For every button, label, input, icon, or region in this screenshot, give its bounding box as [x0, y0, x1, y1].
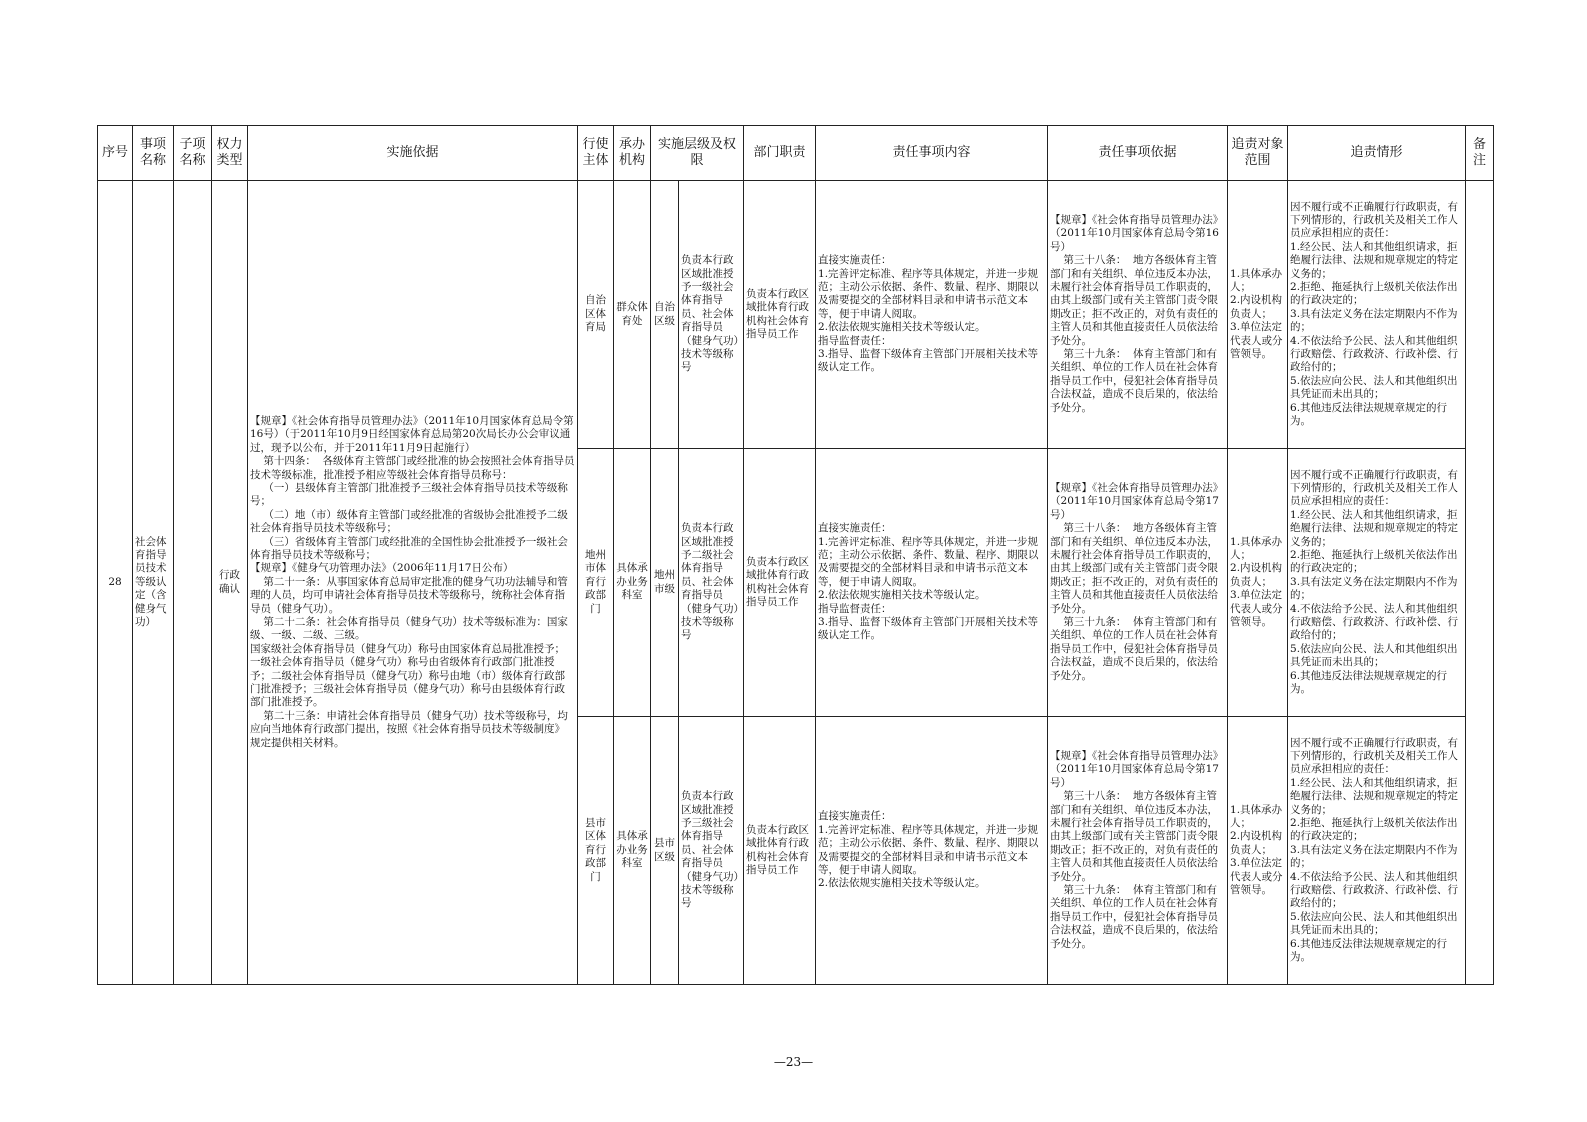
row-authority: 负责本行政区域批准授予一级社会体育指导员、社会体育指导员（健身气功）技术等级称号: [679, 181, 744, 449]
header-remark: 备注: [1466, 126, 1494, 181]
item-no: 28: [98, 181, 133, 985]
item-sub: [174, 181, 212, 985]
header-no: 序号: [98, 126, 133, 181]
item-basis: 【规章】《社会体育指导员管理办法》（2011年10月国家体育总局令第16号）（于2011年10月9日经国家体育总局第20次局长办公会审议通过，现予以公布，并于2011年11月9日起施行） 第十四条： 各级体育主管部门或经批准的协会按照社会体育指导员技术等级标准，批准授予相应等级社会体育指导员称号： （一）县级体育主管部门批准授予三级社会体育指导员技术等级称号； （二）地（市）级体育主管部门或经批准的省级协会批准授予二级社会体育指导员技术等级称号； （三）省级体育主管部门或经批准的全国性协会批准授予一级社会体育指导员技术等级称号； 【规章】《健身气功管理办法》（2006年11月17日公布） 第二十一条：从事国家体育总局审定批准的健身气功功法辅导和管理的人员，均可申请社会体育指导员技术等级称号，统称社会体育指导员（健身气功）。 第二十二条：社会体育指导员（健身气功）技术等级标准为：国家级、一级、二级、三级。 国家级社会体育指导员（健身气功）称号由国家体育总局批准授予；一级社会体育指导员（健身气功）称号由省级体育行政部门批准授予；二级社会体育指导员（健身气功）称号由地（市）级体育行政部门批准授予；三级社会体育指导员（健身气功）称号由县级体育行政部门批准授予。 第二十三条：申请社会体育指导员（健身气功）技术等级称号，均应向当地体育行政部门提出，按照《社会体育指导员技术等级制度》规定提供相关材料。: [248, 181, 578, 985]
row-subject: 县市区体育行政部门: [578, 717, 614, 985]
row-level: 自治区级: [651, 181, 679, 449]
header-row: [98, 126, 1494, 181]
row-subject: 地州市体育行政部门: [578, 449, 614, 717]
header-office: 承办机构: [614, 126, 651, 181]
row-situations: 因不履行或不正确履行行政职责，有下列情形的，行政机关及相关工作人员应承担相应的责任： 1.经公民、法人和其他组织请求，拒绝履行法律、法规和规章规定的特定义务的； 2.拒绝、拖延执行上级机关依法作出的行政决定的； 3.具有法定义务在法定期限内不作为的； 4.不依法给予公民、法人和其他组织行政赔偿、行政救济、行政补偿、行政给付的； 5.依法应向公民、法人和其他组织出具凭证而未出具的； 6.其他违反法律法规规章规定的行为。: [1288, 181, 1466, 449]
header-liability-basis: 责任事项依据: [1048, 126, 1228, 181]
row-duty: 负责本行政区域批体育行政机构社会体育指导员工作: [744, 181, 816, 449]
header-situations: 追责情形: [1288, 126, 1466, 181]
header-duty: 部门职责: [744, 126, 816, 181]
header-scope: 追责对象范围: [1228, 126, 1288, 181]
row-content: 直接实施责任： 1.完善评定标准、程序等具体规定，并进一步规范；主动公示依据、条件、数量、程序、期限以及需要提交的全部材料目录和申请书示范文本等，便于申请人阅取。 2.依法依规实施相关技术等级认定。: [816, 717, 1048, 985]
row-liability-basis: 【规章】《社会体育指导员管理办法》（2011年10月国家体育总局令第17号） 第三十八条： 地方各级体育主管部门和有关组织、单位违反本办法，未履行社会体育指导员工作职责的，由其上级部门或有关主管部门责令限期改正；拒不改正的，对负有责任的主管人员和其他直接责任人员依法给予处分。 第三十九条： 体育主管部门和有关组织、单位的工作人员在社会体育指导员工作中，侵犯社会体育指导员合法权益，造成不良后果的，依法给予处分。: [1048, 717, 1228, 985]
header-content: 责任事项内容: [816, 126, 1048, 181]
row-liability-basis: 【规章】《社会体育指导员管理办法》（2011年10月国家体育总局令第17号） 第三十八条： 地方各级体育主管部门和有关组织、单位违反本办法，未履行社会体育指导员工作职责的，由其上级部门或有关主管部门责令限期改正；拒不改正的，对负有责任的主管人员和其他直接责任人员依法给予处分。 第三十九条： 体育主管部门和有关组织、单位的工作人员在社会体育指导员工作中，侵犯社会体育指导员合法权益，造成不良后果的，依法给予处分。: [1048, 449, 1228, 717]
header-power-type: 权力类型: [212, 126, 248, 181]
row-duty: 负责本行政区域批体育行政机构社会体育指导员工作: [744, 449, 816, 717]
row-situations: 因不履行或不正确履行行政职责，有下列情形的，行政机关及相关工作人员应承担相应的责任： 1.经公民、法人和其他组织请求，拒绝履行法律、法规和规章规定的特定义务的； 2.拒绝、拖延执行上级机关依法作出的行政决定的； 3.具有法定义务在法定期限内不作为的； 4.不依法给予公民、法人和其他组织行政赔偿、行政救济、行政补偿、行政给付的； 5.依法应向公民、法人和其他组织出具凭证而未出具的； 6.其他违反法律法规规章规定的行为。: [1288, 449, 1466, 717]
row-situations: 因不履行或不正确履行行政职责，有下列情形的，行政机关及相关工作人员应承担相应的责任： 1.经公民、法人和其他组织请求，拒绝履行法律、法规和规章规定的特定义务的； 2.拒绝、拖延执行上级机关依法作出的行政决定的； 3.具有法定义务在法定期限内不作为的； 4.不依法给予公民、法人和其他组织行政赔偿、行政救济、行政补偿、行政给付的； 5.依法应向公民、法人和其他组织出具凭证而未出具的； 6.其他违反法律法规规章规定的行为。: [1288, 717, 1466, 985]
row-liability-basis: 【规章】《社会体育指导员管理办法》（2011年10月国家体育总局令第16号） 第三十八条： 地方各级体育主管部门和有关组织、单位违反本办法，未履行社会体育指导员工作职责的，由其上级部门或有关主管部门责令限期改正；拒不改正的，对负有责任的主管人员和其他直接责任人员依法给予处分。 第三十九条： 体育主管部门和有关组织、单位的工作人员在社会体育指导员工作中，侵犯社会体育指导员合法权益，造成不良后果的，依法给予处分。: [1048, 181, 1228, 449]
responsibility-table: [97, 125, 1494, 985]
item-type: 行政确认: [212, 181, 248, 985]
row-authority: 负责本行政区域批准授予二级社会体育指导员、社会体育指导员（健身气功）技术等级称号: [679, 449, 744, 717]
header-basis: 实施依据: [248, 126, 578, 181]
row-content: 直接实施责任： 1.完善评定标准、程序等具体规定，并进一步规范；主动公示依据、条件、数量、程序、期限以及需要提交的全部材料目录和申请书示范文本等，便于申请人阅取。 2.依法依规实施相关技术等级认定。 指导监督责任： 3.指导、监督下级体育主管部门开展相关技术等级认定工作。: [816, 449, 1048, 717]
item-remark: [1466, 181, 1494, 985]
row-scope: 1.具体承办人； 2.内设机构负责人； 3.单位法定代表人或分管领导。: [1228, 181, 1288, 449]
row-office: 群众体育处: [614, 181, 651, 449]
header-level: 实施层级及权限: [651, 126, 744, 181]
header-sub-item: 子项名称: [174, 126, 212, 181]
row-scope: 1.具体承办人； 2.内设机构负责人； 3.单位法定代表人或分管领导。: [1228, 449, 1288, 717]
row-office: 具体承办业务科室: [614, 449, 651, 717]
item-name: 社会体育指导员技术等级认定（含健身气功）: [133, 181, 174, 985]
page-number: —23—: [773, 1055, 814, 1069]
row-level: 地州市级: [651, 449, 679, 717]
row-scope: 1.具体承办人； 2.内设机构负责人； 3.单位法定代表人或分管领导。: [1228, 717, 1288, 985]
row-subject: 自治区体育局: [578, 181, 614, 449]
row-authority: 负责本行政区域批准授予三级社会体育指导员、社会体育指导员（健身气功）技术等级称号: [679, 717, 744, 985]
row-duty: 负责本行政区域批体育行政机构社会体育指导员工作: [744, 717, 816, 985]
header-subject: 行使主体: [578, 126, 614, 181]
table-row: [98, 181, 1494, 449]
row-office: 具体承办业务科室: [614, 717, 651, 985]
row-level: 县市区级: [651, 717, 679, 985]
header-item-name: 事项名称: [133, 126, 174, 181]
row-content: 直接实施责任： 1.完善评定标准、程序等具体规定，并进一步规范；主动公示依据、条件、数量、程序、期限以及需要提交的全部材料目录和申请书示范文本等，便于申请人阅取。 2.依法依规实施相关技术等级认定。 指导监督责任： 3.指导、监督下级体育主管部门开展相关技术等级认定工作。: [816, 181, 1048, 449]
